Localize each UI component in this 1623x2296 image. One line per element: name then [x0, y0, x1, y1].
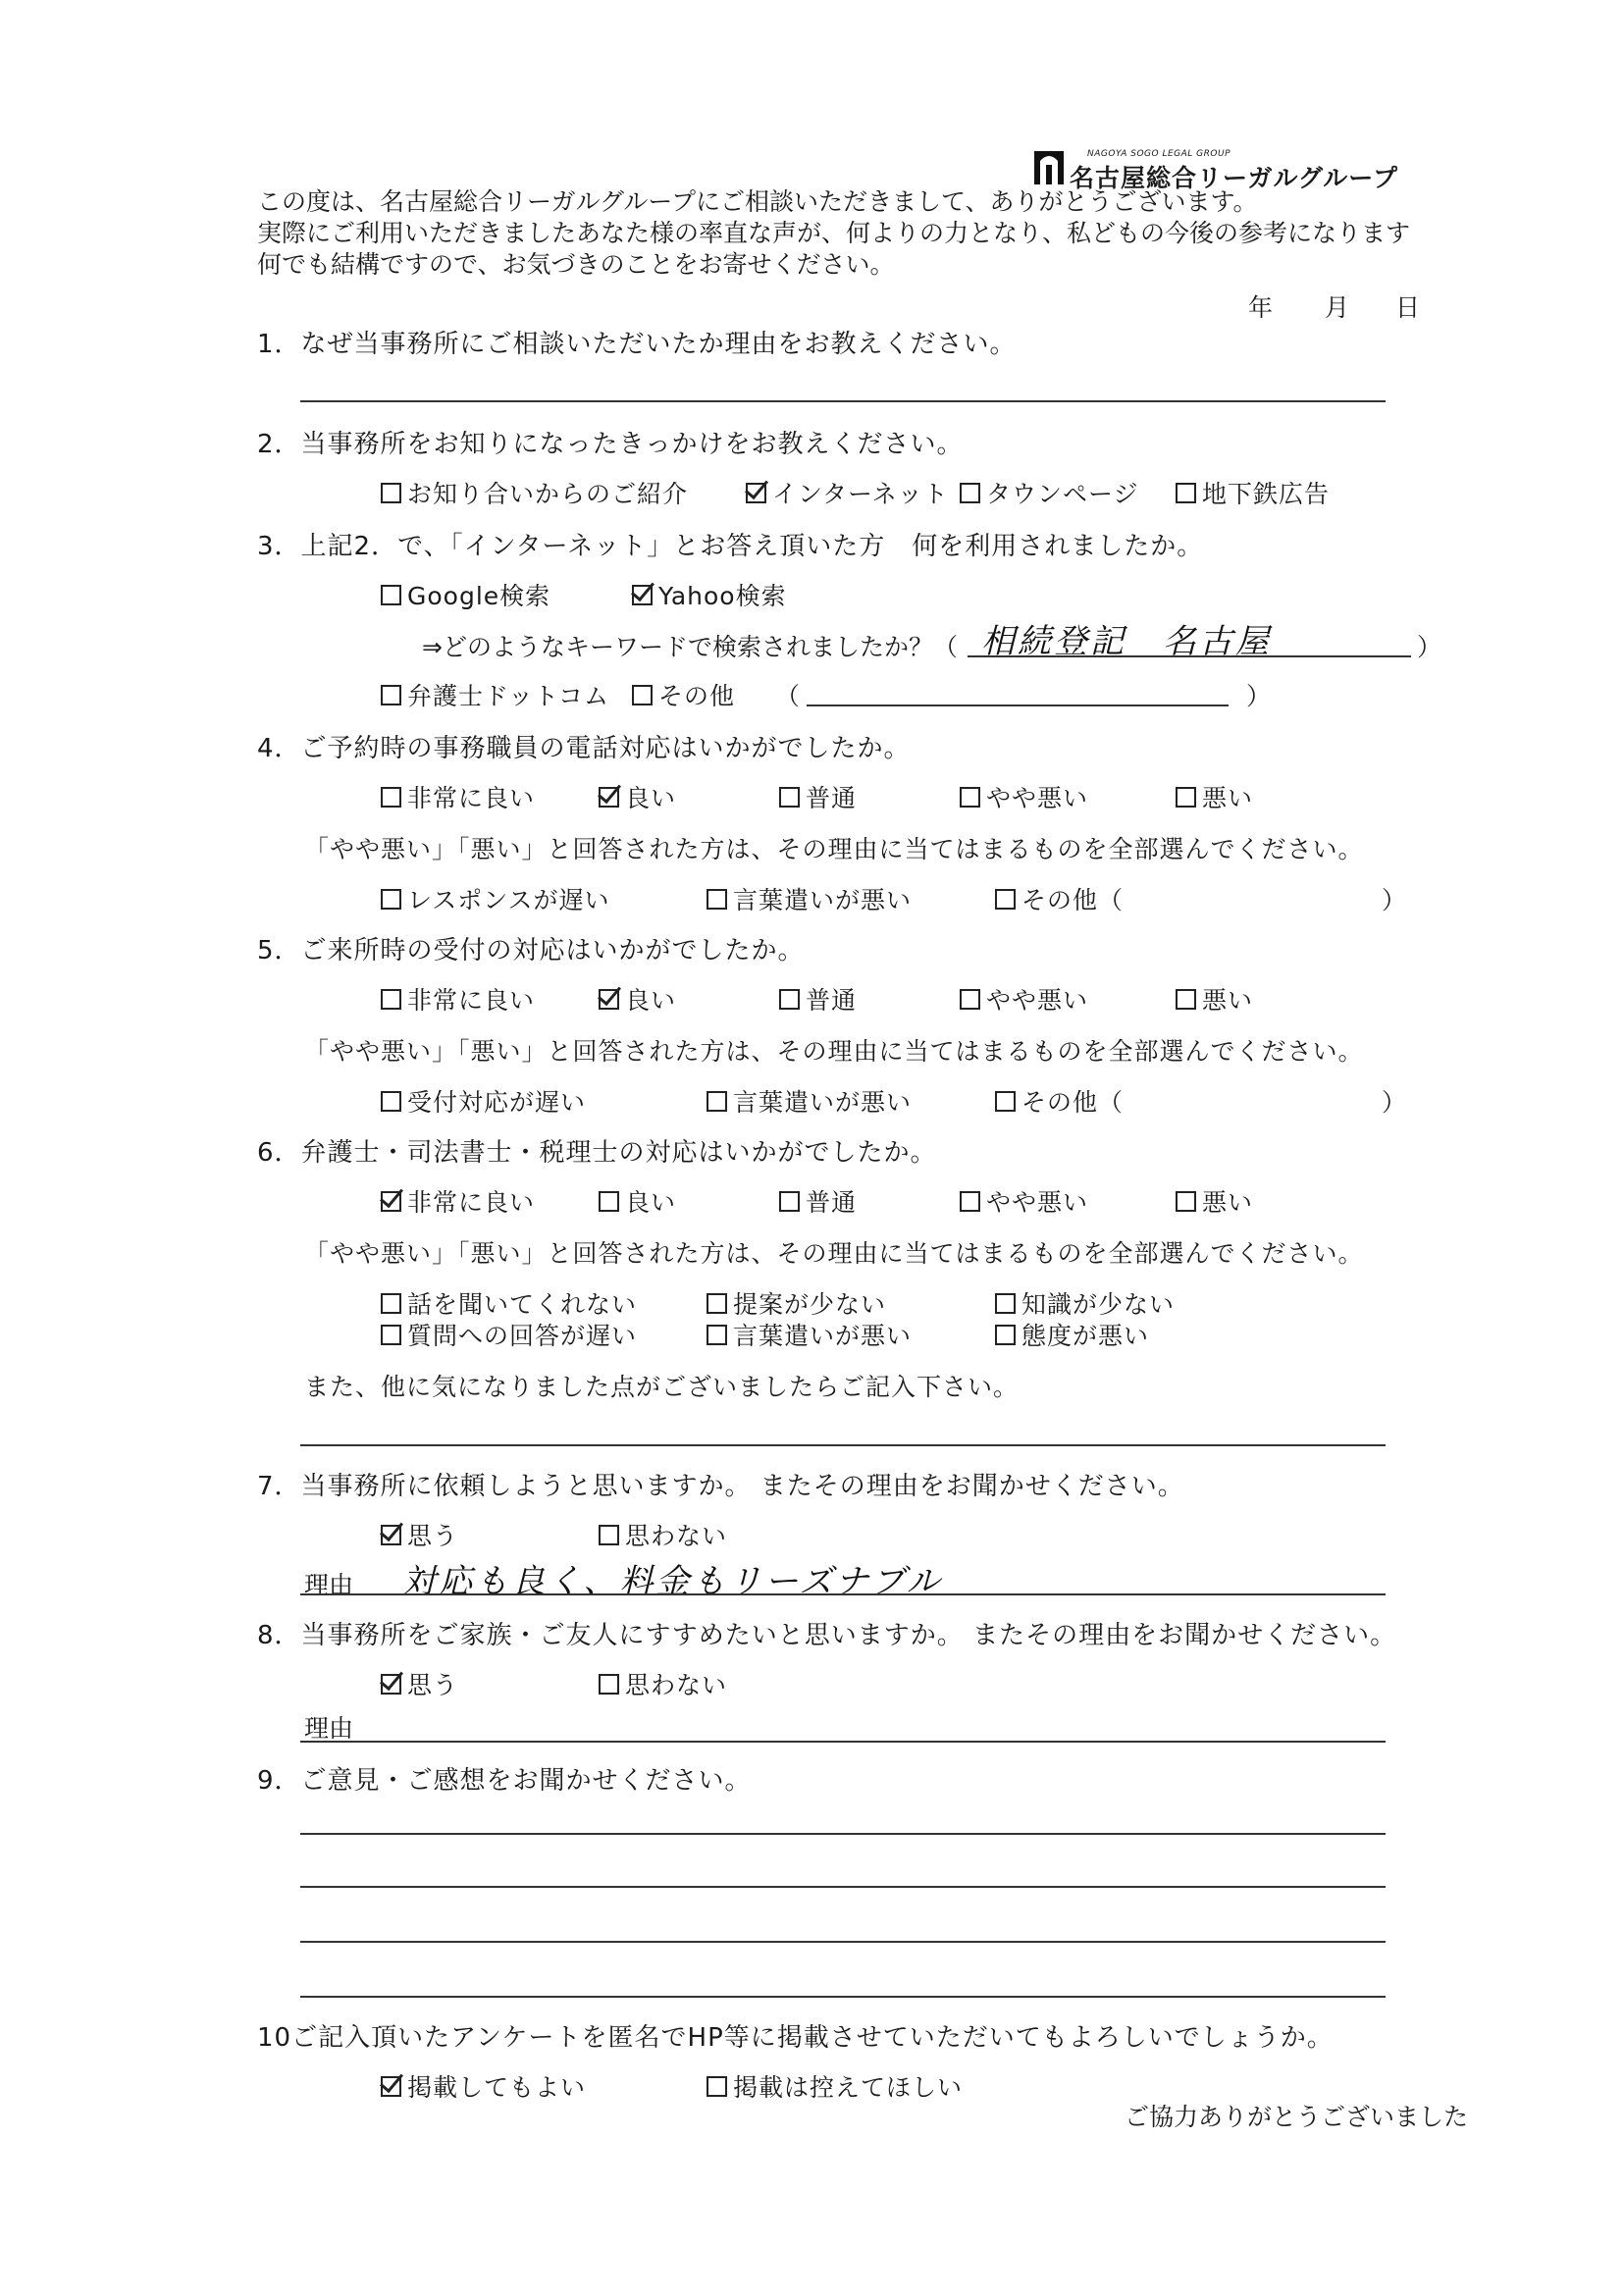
question-3: 3．上記2．で、「インターネット」とお答え頂いた方 何を利用されましたか。: [257, 532, 1204, 561]
checkbox[interactable]: [599, 1674, 619, 1695]
checkbox[interactable]: [381, 585, 401, 605]
date-year: 年: [1248, 293, 1274, 322]
q6-scale-average[interactable]: 普通: [779, 1183, 857, 1219]
q5-scale-average[interactable]: 普通: [779, 981, 857, 1017]
q6-reason-language[interactable]: 言葉遣いが悪い: [707, 1317, 912, 1352]
q7-reason-line: [300, 1593, 1386, 1595]
checkbox-checked[interactable]: [746, 483, 766, 503]
question-5: 5．ご来所時の受付の対応はいかがでしたか。: [257, 936, 805, 965]
checkbox[interactable]: [1176, 989, 1196, 1010]
q7-option-no[interactable]: 思わない: [599, 1517, 727, 1552]
checkbox[interactable]: [381, 1091, 401, 1112]
q4-reason-prompt: 「やや悪い」「悪い」と回答された方は、その理由に当てはまるものを全部選んでください。: [304, 835, 1364, 863]
footer-thanks: ご協力ありがとうございました: [1125, 2103, 1469, 2131]
logo-subtitle: NAGOYA SOGO LEGAL GROUP: [1087, 149, 1231, 159]
date-month: 月: [1325, 293, 1350, 322]
q10-option-allow[interactable]: 掲載してもよい: [381, 2068, 586, 2104]
checkbox[interactable]: [381, 889, 401, 910]
q8-option-no[interactable]: 思わない: [599, 1666, 727, 1701]
q3-other-close: ）: [1246, 682, 1272, 710]
question-10: 10ご記入頂いたアンケートを匿名でHP等に掲載させていただいてもよろしいでしょうか。: [257, 2023, 1334, 2053]
intro-line-2: 実際にご利用いただきましたあなた様の率直な声が、何よりの力となり、私どもの今後の参考になります: [257, 219, 1411, 247]
q6-scale-somewhat-bad[interactable]: やや悪い: [960, 1183, 1088, 1219]
q4-scale-somewhat-bad[interactable]: やや悪い: [960, 779, 1088, 814]
intro-line-3: 何でも結構ですので、お気づきのことをお寄せください。: [257, 250, 895, 279]
q5-reason-slow-reception[interactable]: 受付対応が遅い: [381, 1083, 586, 1119]
q4-scale-very-good[interactable]: 非常に良い: [381, 779, 535, 814]
q3-other-line[interactable]: [807, 704, 1229, 706]
question-1: 1．なぜ当事務所にご相談いただいたか理由をお教えください。: [257, 330, 1017, 359]
checkbox[interactable]: [381, 787, 401, 808]
checkbox[interactable]: [707, 889, 727, 910]
logo-icon: [1034, 147, 1064, 184]
q6-scale-good[interactable]: 良い: [599, 1183, 676, 1219]
q1-answer-line[interactable]: [300, 400, 1386, 402]
q9-answer-line-4[interactable]: [300, 1996, 1386, 1998]
q9-answer-line-2[interactable]: [300, 1886, 1386, 1888]
checkbox[interactable]: [995, 889, 1016, 910]
checkbox[interactable]: [381, 989, 401, 1010]
checkbox[interactable]: [707, 1091, 727, 1112]
question-7: 7．当事務所に依頼しようと思いますか。 またその理由をお聞かせください。: [257, 1472, 1184, 1501]
q9-answer-line-3[interactable]: [300, 1941, 1386, 1943]
q2-option-introduction[interactable]: お知り合いからのご紹介: [381, 475, 688, 510]
q6-reason-prompt: 「やや悪い」「悪い」と回答された方は、その理由に当てはまるものを全部選んでください。: [304, 1239, 1364, 1268]
question-8: 8．当事務所をご家族・ご友人にすすめたいと思いますか。 またその理由をお聞かせください。: [257, 1621, 1397, 1650]
q4-reason-slow-response[interactable]: レスポンスが遅い: [381, 881, 610, 916]
q4-scale-bad[interactable]: 悪い: [1176, 779, 1253, 814]
checkbox[interactable]: [960, 787, 980, 808]
checkbox[interactable]: [381, 1325, 401, 1345]
checkbox[interactable]: [381, 483, 401, 503]
q4-scale-good[interactable]: 良い: [599, 779, 676, 814]
q3-keyword-line: [968, 655, 1411, 657]
q6-reason-not-listening[interactable]: 話を聞いてくれない: [381, 1285, 637, 1321]
q6-other-line[interactable]: [300, 1444, 1386, 1446]
checkbox[interactable]: [1176, 483, 1196, 503]
q7-reason-answer[interactable]: 対応も良く、料金もリーズナブル: [402, 1562, 943, 1601]
intro-line-1: この度は、名古屋総合リーガルグループにご相談いただきまして、ありがとうございます。: [257, 187, 1258, 216]
checkbox-checked[interactable]: [599, 787, 619, 808]
checkbox[interactable]: [960, 989, 980, 1010]
q2-option-internet[interactable]: インターネット: [746, 475, 949, 510]
q5-reason-close: ）: [1382, 1088, 1407, 1117]
q6-scale-bad[interactable]: 悪い: [1176, 1183, 1253, 1219]
question-6: 6．弁護士・司法書士・税理士の対応はいかがでしたか。: [257, 1138, 937, 1168]
q3-keyword-answer[interactable]: 相続登記 名古屋: [981, 622, 1272, 661]
q5-scale-somewhat-bad[interactable]: やや悪い: [960, 981, 1088, 1017]
q3-option-yahoo[interactable]: Yahoo検索: [632, 577, 787, 612]
q5-reason-language[interactable]: 言葉遣いが悪い: [707, 1083, 912, 1119]
checkbox[interactable]: [1176, 1191, 1196, 1212]
checkbox-checked[interactable]: [381, 1525, 401, 1545]
question-2: 2．当事務所をお知りになったきっかけをお教えください。: [257, 430, 964, 459]
checkbox-checked[interactable]: [381, 1191, 401, 1212]
checkbox[interactable]: [707, 2076, 727, 2097]
q5-scale-good[interactable]: 良い: [599, 981, 676, 1017]
checkbox-checked[interactable]: [599, 989, 619, 1010]
checkbox[interactable]: [960, 483, 980, 503]
checkbox[interactable]: [779, 787, 800, 808]
q3-other-open: （: [775, 682, 801, 710]
checkbox-checked[interactable]: [632, 585, 653, 605]
checkbox[interactable]: [707, 1293, 727, 1314]
checkbox[interactable]: [995, 1325, 1016, 1345]
checkbox[interactable]: [599, 1525, 619, 1545]
checkbox[interactable]: [599, 1191, 619, 1212]
q3-option-google[interactable]: Google検索: [381, 577, 550, 612]
checkbox[interactable]: [707, 1325, 727, 1345]
checkbox[interactable]: [381, 1293, 401, 1314]
q4-reason-language[interactable]: 言葉遣いが悪い: [707, 881, 912, 916]
checkbox-checked[interactable]: [381, 1674, 401, 1695]
q6-scale-very-good[interactable]: 非常に良い: [381, 1183, 535, 1219]
checkbox[interactable]: [381, 685, 401, 705]
checkbox[interactable]: [1176, 787, 1196, 808]
q6-other-note: また、他に気になりました点がございましたらご記入下さい。: [304, 1373, 1020, 1401]
question-4: 4．ご予約時の事務職員の電話対応はいかがでしたか。: [257, 734, 911, 763]
q4-reason-close: ）: [1382, 886, 1407, 914]
checkbox-checked[interactable]: [381, 2076, 401, 2097]
question-9: 9．ご意見・ご感想をお聞かせください。: [257, 1766, 752, 1796]
checkbox[interactable]: [960, 1191, 980, 1212]
q3-option-other[interactable]: その他: [632, 677, 735, 712]
q8-reason-label: 理由: [304, 1714, 354, 1743]
q8-reason-line[interactable]: [300, 1741, 1386, 1743]
checkbox[interactable]: [632, 685, 653, 705]
q9-answer-line-1[interactable]: [300, 1833, 1386, 1835]
checkbox[interactable]: [779, 1191, 800, 1212]
q3-keyword-prompt: ⇒どのようなキーワードで検索されましたか？（: [422, 633, 958, 661]
q6-reason-bad-attitude[interactable]: 態度が悪い: [995, 1317, 1149, 1352]
q7-reason-label: 理由: [304, 1571, 354, 1599]
q6-reason-slow-answer[interactable]: 質問への回答が遅い: [381, 1317, 637, 1352]
q3-keyword-close: ）: [1417, 633, 1442, 661]
q3-option-bengoshi-dotcom[interactable]: 弁護士ドットコム: [381, 677, 609, 712]
checkbox[interactable]: [995, 1091, 1016, 1112]
q8-option-yes[interactable]: 思う: [381, 1666, 458, 1701]
checkbox[interactable]: [995, 1293, 1016, 1314]
q5-reason-prompt: 「やや悪い」「悪い」と回答された方は、その理由に当てはまるものを全部選んでください。: [304, 1037, 1364, 1066]
q5-reason-other[interactable]: その他（: [995, 1083, 1124, 1119]
q5-scale-bad[interactable]: 悪い: [1176, 981, 1253, 1017]
q4-scale-average[interactable]: 普通: [779, 779, 857, 814]
checkbox[interactable]: [779, 989, 800, 1010]
q5-scale-very-good[interactable]: 非常に良い: [381, 981, 535, 1017]
q7-option-yes[interactable]: 思う: [381, 1517, 458, 1552]
logo-name: 名古屋総合リーガルグループ: [1070, 164, 1399, 192]
q4-reason-other[interactable]: その他（: [995, 881, 1124, 916]
q6-reason-little-knowledge[interactable]: 知識が少ない: [995, 1285, 1175, 1321]
q10-option-decline[interactable]: 掲載は控えてほしい: [707, 2068, 963, 2104]
q6-reason-few-proposals[interactable]: 提案が少ない: [707, 1285, 886, 1321]
q2-option-subway-ad[interactable]: 地下鉄広告: [1176, 475, 1330, 510]
date-day: 日: [1395, 293, 1421, 322]
q2-option-townpage[interactable]: タウンページ: [960, 475, 1139, 510]
